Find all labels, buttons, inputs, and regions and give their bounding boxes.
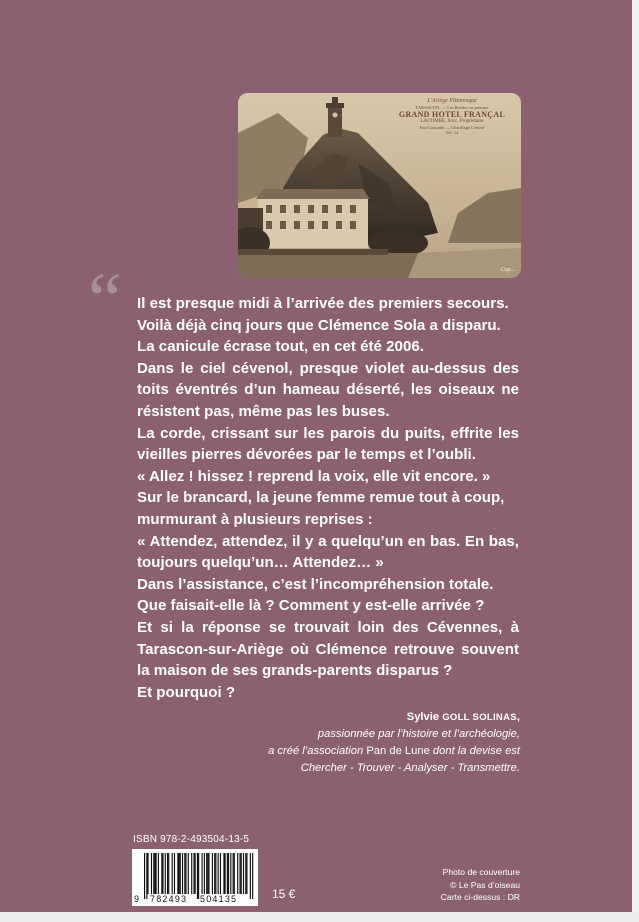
isbn-label: ISBN 978-2-493504-13-5 <box>133 834 250 845</box>
blurb-line: Et pourquoi ? <box>137 683 236 701</box>
author-bio-line: a créé l’association Pan de Lune dont la devise est <box>268 745 520 757</box>
blurb-line: « Allez ! hissez ! reprend la voix, elle vit encore. » <box>137 467 491 485</box>
vintage-postcard-image <box>238 93 521 278</box>
page-edge-bottom <box>0 912 639 922</box>
author-bio <box>200 709 520 777</box>
blurb-line: toujours quelqu’un… Attendez… » <box>137 554 384 572</box>
credit-line: Photo de couverture <box>442 867 520 877</box>
postcard-caption-line: TARASCON. — Les Roches en premier <box>415 104 489 110</box>
blurb-line: vieilles pierres dévorées par le temps et l’oubli. <box>137 446 476 464</box>
postcard-caption-line: Tél. 14 <box>445 130 459 136</box>
blurb-line: Que faisait-elle là ? Comment y est-elle arrivée ? <box>137 597 485 615</box>
blurb-line: Et si la réponse se trouvait loin des Cévennes, à <box>137 618 519 636</box>
blurb-text <box>137 293 519 703</box>
blurb-line: murmurant à plusieurs reprises : <box>137 510 373 528</box>
author-bio-line: passionnée par l’histoire et l’archéologie, <box>317 728 520 740</box>
blurb-line: La canicule écrase tout, en cet été 2006. <box>137 338 424 356</box>
credit-line: © Le Pas d’oiseau <box>450 879 520 890</box>
blurb-line: la maison de ses grands-parents disparus ? <box>137 662 453 680</box>
blurb-line: Dans le ciel cévenol, presque violet au-dessus des <box>137 359 519 377</box>
blurb-line: « Attendez, attendez, il y a quelqu’un en bas. En bas, <box>137 532 519 550</box>
blurb-line: résistent pas, même pas les buses. <box>137 402 390 420</box>
opening-quote-mark: “ <box>88 258 122 342</box>
postcard-caption <box>388 98 516 135</box>
photo-credits <box>380 866 520 904</box>
postcard-signature: Cap... <box>500 267 515 273</box>
price: 15 € <box>272 887 296 901</box>
blurb-line: Tarascon-sur-Ariège où Clémence retrouve souvent <box>137 640 519 658</box>
blurb-line: La corde, crissant sur les parois du puits, effrite les <box>137 424 519 442</box>
page-edge <box>632 0 639 922</box>
blurb-line: Dans l’assistance, c’est l’incompréhension totale. <box>137 575 494 593</box>
author-name: Sylvie GOLL SOLINAS, <box>406 711 520 723</box>
postcard-caption-line: Eau Courante — Chauffage Central <box>419 125 485 130</box>
blurb-line: Il est presque midi à l’arrivée des premiers secours. <box>137 295 509 312</box>
author-motto: Chercher - Trouver - Analyser - Transmettre. <box>300 762 520 774</box>
blurb-line: Voilà déjà cinq jours que Clémence Sola a disparu. <box>137 316 501 334</box>
barcode: 9 782493 504135 <box>132 849 258 906</box>
blurb-line: Sur le brancard, la jeune femme remue tout à coup, <box>137 489 505 507</box>
postcard-caption-line: L'Ariège Pittoresque <box>427 98 477 104</box>
postcard-caption-line: LACOMBE, Succ, Propriétaire <box>420 119 484 125</box>
postcard-caption-title: GRAND HOTEL FRANÇAL <box>398 110 506 120</box>
blurb-line: toits éventrés d’un hameau déserté, les oiseaux ne <box>137 381 519 399</box>
credit-line: Carte ci-dessus : DR <box>440 892 520 903</box>
